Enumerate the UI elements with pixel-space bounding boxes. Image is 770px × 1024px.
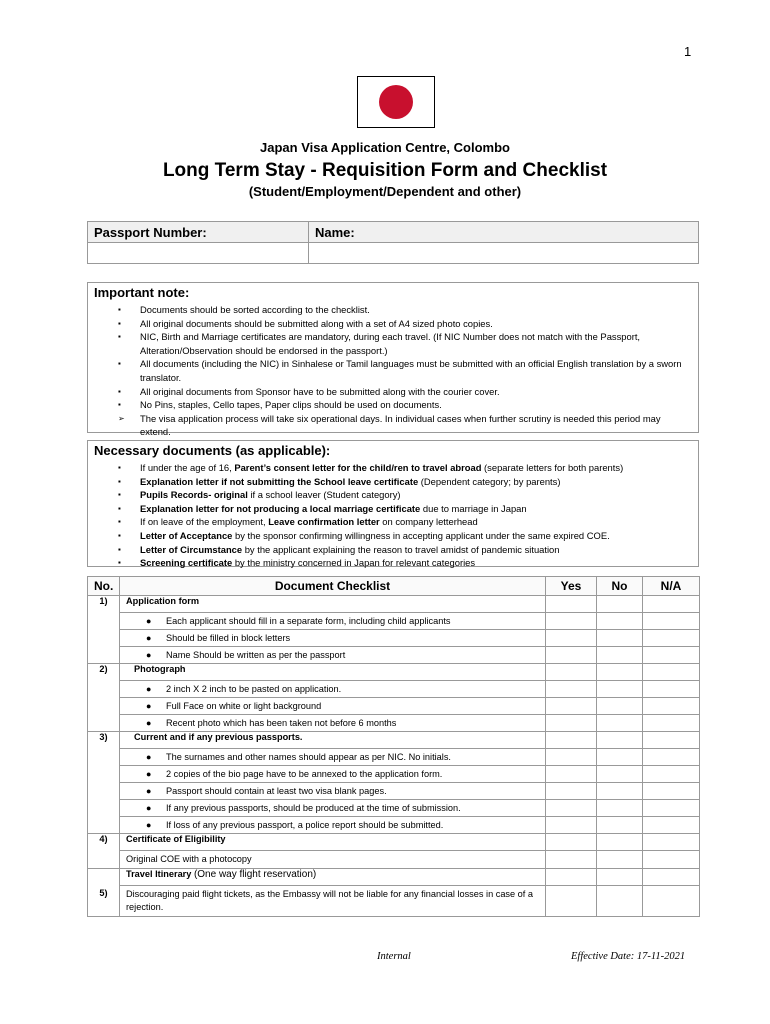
checklist-item-text: The surnames and other names should appear as per NIC. No initials. [166, 752, 451, 762]
section-title-suffix: (One way flight reservation) [193, 869, 317, 880]
section-title-cell [120, 664, 546, 681]
important-note-box [87, 282, 699, 438]
necessary-doc-item [94, 556, 692, 570]
checkbox-cell-no[interactable] [597, 715, 643, 732]
checkbox-cell-yes[interactable] [546, 766, 597, 783]
bullet-icon: ▪ [118, 530, 121, 540]
checklist-item [120, 630, 546, 647]
bullet-icon: ▪ [118, 400, 121, 410]
name-field[interactable] [309, 243, 699, 264]
necessary-doc-item [94, 475, 692, 489]
checklist-item-text: Passport should contain at least two visa blank pages. [166, 786, 387, 796]
note-text: All documents (including the NIC) in Sinhalese or Tamil languages must be submitted with an official English translation by a sworn translator. [140, 358, 682, 383]
bullet-icon: ▪ [118, 476, 121, 486]
checklist-section-row [88, 869, 700, 886]
checklist-note-text: Original COE with a photocopy [126, 854, 252, 864]
checkbox-cell-yes[interactable] [546, 783, 597, 800]
doc-post-text: due to marriage in Japan [420, 502, 527, 514]
doc-post-text: (Dependent category; by parents) [418, 475, 561, 487]
necessary-doc-item [94, 502, 692, 516]
checkbox-cell-yes[interactable] [546, 698, 597, 715]
checklist-note-row [88, 886, 700, 917]
footer-classification: Internal [377, 951, 411, 962]
footer-effective-date: Effective Date: 17-11-2021 [571, 951, 686, 962]
checkbox-cell-yes[interactable] [546, 886, 597, 917]
col-no-header: No. [88, 577, 120, 596]
checklist-item [120, 647, 546, 664]
important-note-item [94, 385, 692, 399]
doc-bold-text: Parent’s consent letter for the child/ren to travel abroad [234, 462, 482, 473]
section-title: Certificate of Eligibility [126, 834, 226, 844]
checkbox-cell-no[interactable] [597, 851, 643, 869]
japan-flag-icon [357, 76, 435, 128]
section-number: 1) [88, 596, 120, 664]
doc-post-text: if a school leaver (Student category) [247, 489, 401, 501]
checkbox-cell-na[interactable] [643, 800, 700, 817]
checkbox-cell-na[interactable] [643, 630, 700, 647]
checklist-item-text: Should be filled in block letters [166, 633, 291, 643]
bullet-dot-icon: ● [146, 650, 152, 660]
checklist-item-text: Recent photo which has been taken not before 6 months [166, 718, 397, 728]
checklist-item-text: Name Should be written as per the passport [166, 650, 346, 660]
bullet-dot-icon: ● [146, 769, 152, 779]
bullet-dot-icon: ● [146, 803, 152, 813]
checkbox-cell-yes[interactable] [546, 715, 597, 732]
checklist-section-row [88, 596, 700, 613]
col-na-header: N/A [643, 577, 700, 596]
section-title-cell [120, 596, 546, 613]
bullet-dot-icon: ● [146, 752, 152, 762]
checklist-section-row [88, 732, 700, 749]
checklist-note-text: Discouraging paid flight tickets, as the Embassy will not be liable for any financial losses in case of a rejection. [126, 889, 534, 912]
col-doc-header: Document Checklist [120, 577, 546, 596]
bullet-icon: ▪ [118, 503, 121, 513]
important-note-item [94, 412, 692, 439]
checklist-note [120, 851, 546, 869]
bullet-icon: ▪ [118, 544, 121, 554]
bullet-icon: ▪ [118, 517, 121, 527]
necessary-docs-list [94, 461, 692, 570]
section-title: Application form [126, 596, 199, 606]
checkbox-cell-no[interactable] [597, 698, 643, 715]
passport-number-label: Passport Number: [88, 222, 309, 243]
bullet-icon: ▪ [118, 386, 121, 396]
section-number: 3) [88, 732, 120, 834]
checklist-item [120, 613, 546, 630]
checkbox-cell-yes[interactable] [546, 596, 597, 613]
checkbox-cell-yes[interactable] [546, 800, 597, 817]
section-title-cell [120, 834, 546, 851]
checklist-section-row [88, 664, 700, 681]
bullet-icon: ▪ [118, 463, 121, 472]
checklist-note [120, 886, 546, 917]
checklist-item [120, 681, 546, 698]
checkbox-cell-yes[interactable] [546, 834, 597, 851]
checklist-item-row [88, 817, 700, 834]
checklist-item-row [88, 766, 700, 783]
checkbox-cell-no[interactable] [597, 732, 643, 749]
bullet-dot-icon: ● [146, 786, 152, 796]
checklist-item-row [88, 715, 700, 732]
checkbox-cell-na[interactable] [643, 715, 700, 732]
organization-name: Japan Visa Application Centre, Colombo [260, 140, 510, 155]
doc-pre-text: If on leave of the employment, [140, 516, 269, 528]
checkbox-cell-no[interactable] [597, 681, 643, 698]
checkbox-cell-yes[interactable] [546, 630, 597, 647]
checklist-item-row [88, 698, 700, 715]
checkbox-cell-yes[interactable] [546, 851, 597, 869]
doc-bold-text: Leave confirmation letter [268, 516, 380, 528]
necessary-doc-item [94, 543, 692, 557]
bullet-icon: ▪ [118, 305, 121, 314]
checklist-item-row [88, 783, 700, 800]
checklist-item-text: Full Face on white or light background [166, 701, 322, 711]
checkbox-cell-no[interactable] [597, 749, 643, 766]
important-note-title: Important note: [94, 285, 190, 300]
doc-post-text: by the ministry concerned in Japan for relevant categories [232, 557, 476, 569]
bullet-icon: ▪ [118, 359, 121, 369]
checkbox-cell-no[interactable] [597, 800, 643, 817]
bullet-dot-icon: ● [146, 684, 152, 694]
checkbox-cell-yes[interactable] [546, 664, 597, 681]
necessary-doc-item [94, 461, 692, 475]
important-note-list [94, 303, 692, 439]
checkbox-cell-yes[interactable] [546, 613, 597, 630]
doc-pre-text: If under the age of 16, [140, 462, 235, 473]
bullet-icon: ▪ [118, 332, 121, 342]
doc-bold-text: Explanation letter if not submitting the School leave certificate [140, 475, 419, 487]
important-note-item [94, 303, 692, 317]
checklist-item [120, 749, 546, 766]
page-number: 1 [684, 44, 692, 59]
doc-bold-text: Explanation letter for not producing a local marriage certificate [140, 502, 421, 514]
checklist-item [120, 783, 546, 800]
checkbox-cell-yes[interactable] [546, 681, 597, 698]
doc-post-text: by the sponsor confirming willingness in accepting applicant under the same expired COE. [232, 529, 610, 541]
checkbox-cell-yes[interactable] [546, 817, 597, 834]
section-title: Current and if any previous passports. [134, 732, 303, 742]
checkbox-cell-na[interactable] [643, 698, 700, 715]
important-note-item [94, 398, 692, 412]
checklist-item [120, 800, 546, 817]
doc-post-text: by the applicant explaining the reason to travel amidst of pandemic situation [242, 543, 560, 555]
checkbox-cell-yes[interactable] [546, 647, 597, 664]
checkbox-cell-no[interactable] [597, 766, 643, 783]
checkbox-cell-yes[interactable] [546, 732, 597, 749]
doc-post-text: (separate letters for both parents) [481, 462, 624, 473]
checkbox-cell-no[interactable] [597, 783, 643, 800]
note-text: All original documents from Sponsor have to be submitted along with the courier cover. [140, 385, 500, 397]
section-number: 4) [88, 834, 120, 869]
note-text: NIC, Birth and Marriage certificates are mandatory, during each travel. (If NIC Number does not match with the Passport, Alteration/Observation should be endorsed in the passport.) [140, 331, 641, 356]
section-title-cell [120, 732, 546, 749]
checkbox-cell-no[interactable] [597, 596, 643, 613]
section-number: 5) [88, 869, 120, 917]
checkbox-cell-yes[interactable] [546, 869, 597, 886]
note-text: No Pins, staples, Cello tapes, Paper clips should be used on documents. [140, 399, 442, 411]
checkbox-cell-no[interactable] [597, 834, 643, 851]
necessary-docs-title: Necessary documents (as applicable): [94, 443, 331, 458]
bullet-dot-icon: ● [146, 701, 152, 711]
checkbox-cell-na[interactable] [643, 647, 700, 664]
checklist-item [120, 766, 546, 783]
checkbox-cell-no[interactable] [597, 869, 643, 886]
note-text: All original documents should be submitted along with a set of A4 sized photo copies. [140, 317, 493, 329]
note-text: Documents should be sorted according to the checklist. [140, 304, 370, 315]
bullet-dot-icon: ● [146, 718, 152, 728]
checklist-item-row [88, 630, 700, 647]
checkbox-cell-na[interactable] [643, 749, 700, 766]
document-checklist-table [87, 576, 700, 917]
checklist-item [120, 698, 546, 715]
checkbox-cell-no[interactable] [597, 817, 643, 834]
bullet-icon: ▪ [118, 490, 121, 500]
checkbox-cell-no[interactable] [597, 613, 643, 630]
necessary-doc-item [94, 488, 692, 502]
checkbox-cell-no[interactable] [597, 664, 643, 681]
checkbox-cell-na[interactable] [643, 596, 700, 613]
necessary-docs-box [87, 440, 699, 567]
checklist-item [120, 817, 546, 834]
checkbox-cell-no[interactable] [597, 647, 643, 664]
checklist-item [120, 715, 546, 732]
checklist-item-row [88, 681, 700, 698]
bullet-dot-icon: ● [146, 633, 152, 643]
important-note-item [94, 357, 692, 384]
bullet-dot-icon: ● [146, 820, 152, 830]
section-title-cell [120, 869, 546, 886]
checkbox-cell-na[interactable] [643, 783, 700, 800]
checkbox-cell-yes[interactable] [546, 749, 597, 766]
important-note-item [94, 317, 692, 331]
checkbox-cell-no[interactable] [597, 886, 643, 917]
section-title: Travel Itinerary [126, 869, 192, 879]
flag-sun-disc [379, 85, 413, 119]
checkbox-cell-na[interactable] [643, 817, 700, 834]
checklist-item-row [88, 749, 700, 766]
checkbox-cell-na[interactable] [643, 681, 700, 698]
checklist-section-row [88, 834, 700, 851]
page-title: Long Term Stay - Requisition Form and Checklist [162, 160, 608, 181]
passport-number-field[interactable] [88, 243, 309, 264]
checklist-item-row [88, 647, 700, 664]
section-number: 2) [88, 664, 120, 732]
doc-bold-text: Letter of Circumstance [140, 543, 243, 555]
checkbox-cell-na[interactable] [643, 886, 700, 917]
note-text: The visa application process will take six operational days. In individual cases when further scrutiny is needed this period may extend. [140, 412, 661, 438]
checkbox-cell-na[interactable] [643, 613, 700, 630]
checklist-item-text: Each applicant should fill in a separate form, including child applicants [166, 616, 451, 626]
checklist-item-text: 2 copies of the bio page have to be annexed to the application form. [166, 769, 443, 779]
page-subtitle: (Student/Employment/Dependent and other) [248, 184, 522, 199]
checkbox-cell-na[interactable] [643, 732, 700, 749]
checklist-item-text: If loss of any previous passport, a police report should be submitted. [166, 820, 444, 830]
doc-bold-text: Letter of Acceptance [140, 529, 233, 541]
name-label: Name: [309, 222, 699, 243]
important-note-item [94, 330, 692, 357]
checkbox-cell-na[interactable] [643, 834, 700, 851]
necessary-doc-item [94, 529, 692, 543]
bullet-icon: ▪ [118, 318, 121, 328]
doc-bold-text: Screening certificate [140, 557, 233, 569]
bullet-icon: ▪ [118, 558, 121, 568]
col-no-check-header: No [597, 577, 643, 596]
checklist-item-text: 2 inch X 2 inch to be pasted on application. [166, 684, 342, 694]
passport-table [87, 221, 699, 264]
doc-bold-text: Pupils Records- original [140, 489, 248, 501]
bullet-dot-icon: ● [146, 616, 152, 626]
checkbox-cell-na[interactable] [643, 851, 700, 869]
checklist-item-text: If any previous passports, should be produced at the time of submission. [166, 803, 461, 813]
checkbox-cell-no[interactable] [597, 630, 643, 647]
checkbox-cell-na[interactable] [643, 766, 700, 783]
checklist-note-row [88, 851, 700, 869]
col-yes-header: Yes [546, 577, 597, 596]
section-title: Photograph [134, 664, 186, 674]
checkbox-cell-na[interactable] [643, 869, 700, 886]
bullet-icon: ➢ [118, 413, 125, 423]
necessary-doc-item [94, 515, 692, 529]
doc-post-text: on company letterhead [379, 516, 478, 528]
checkbox-cell-na[interactable] [643, 664, 700, 681]
checklist-item-row [88, 800, 700, 817]
checklist-item-row [88, 613, 700, 630]
